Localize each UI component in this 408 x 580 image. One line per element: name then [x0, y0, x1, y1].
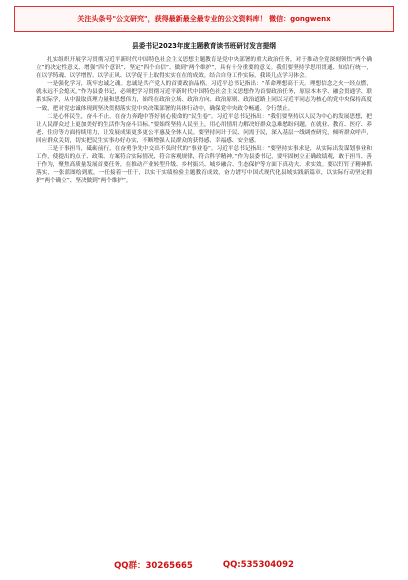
qq-number-text: QQ:535304092 [222, 560, 294, 570]
document-paragraph: 三是干事担当，砥砺前行。在奋勇争先中交出不负时代的“事业卷”。习近平总书记指出：“要坚持实事求是，从实际出发谋划事业和工作，使提出的点子、政策、方案符合实际情况，符合客观规律，符合科学精神。”作为县委书记，要牢固树立正确政绩观，敢于担当、善于作为，聚焦高质量发展首要任务，在推动产业转型升级、乡村振兴、城乡融合、生态保护等方面下真功夫、求实效。要以钉钉子精神抓落实，一张蓝图绘到底，一任接着一任干，以实干实绩检验主题教育成效，奋力谱写中国式现代化县域实践新篇章，以实际行动坚定拥护“两个确立”、坚决做到“两个维护”。 [36, 146, 372, 185]
document-title: 县委书记2023年度主题教育读书班研讨发言提纲 [132, 42, 276, 50]
document-paragraph: 扎实组织开展学习贯彻习近平新时代中国特色社会主义思想主题教育是党中央部署的重大政治任务，对于推动全党深刻领悟“两个确立”的决定性意义、增强“四个意识”、坚定“四个自信”、做到“两个维护”，具有十分重要的意义。我们要坚持学思用贯通、知信行统一，在以学铸魂、以学增智、以学正风、以学促干上取得实实在在的成效。结合自身工作实际，我谈几点学习体会。 [36, 57, 372, 80]
document-paragraph: 一是强化学习，筑牢忠诚之魂。忠诚是共产党人的首要政治品格。习近平总书记指出：“革命理想高于天。理想信念之火一经点燃，就永远不会熄灭。”作为县委书记，必须把学习贯彻习近平新时代中国特色社会主义思想作为首要政治任务，原原本本学、融会贯通学、联系实际学，从中汲取真理力量和思想伟力，始终在政治立场、政治方向、政治原则、政治道路上同以习近平同志为核心的党中央保持高度一致，把对党忠诚体现到坚决贯彻落实党中央决策部署的具体行动中，确保党中央政令畅通、令行禁止。 [36, 81, 372, 112]
contact-footer [0, 556, 408, 574]
promo-banner [14, 6, 394, 32]
promo-banner-text: 关注头条号"公文研究"，获得最新最全最专业的公文资料库！ 微信：gongwenx [77, 15, 331, 23]
document-body [36, 42, 372, 547]
document-paragraph: 二是心怀民生，奋斗不止。在奋力奔跑中答好初心使命的“民生卷”。习近平总书记指出：“我们要坚持以人民为中心的发展思想，把让人民群众过上更加美好的生活作为奋斗目标。”要始终坚持人民至上，用心用情用力解决好群众急难愁盼问题，在就业、教育、医疗、养老、住房等方面持续用力，让发展成果更多更公平惠及全体人民。要坚持问计于民、问需于民，深入基层一线调查研究，倾听群众呼声，回应群众关切，切实把民生实事办好办实，不断增强人民群众的获得感、幸福感、安全感。 [36, 113, 372, 144]
qq-group-text: QQ群：30265665 [114, 561, 193, 571]
